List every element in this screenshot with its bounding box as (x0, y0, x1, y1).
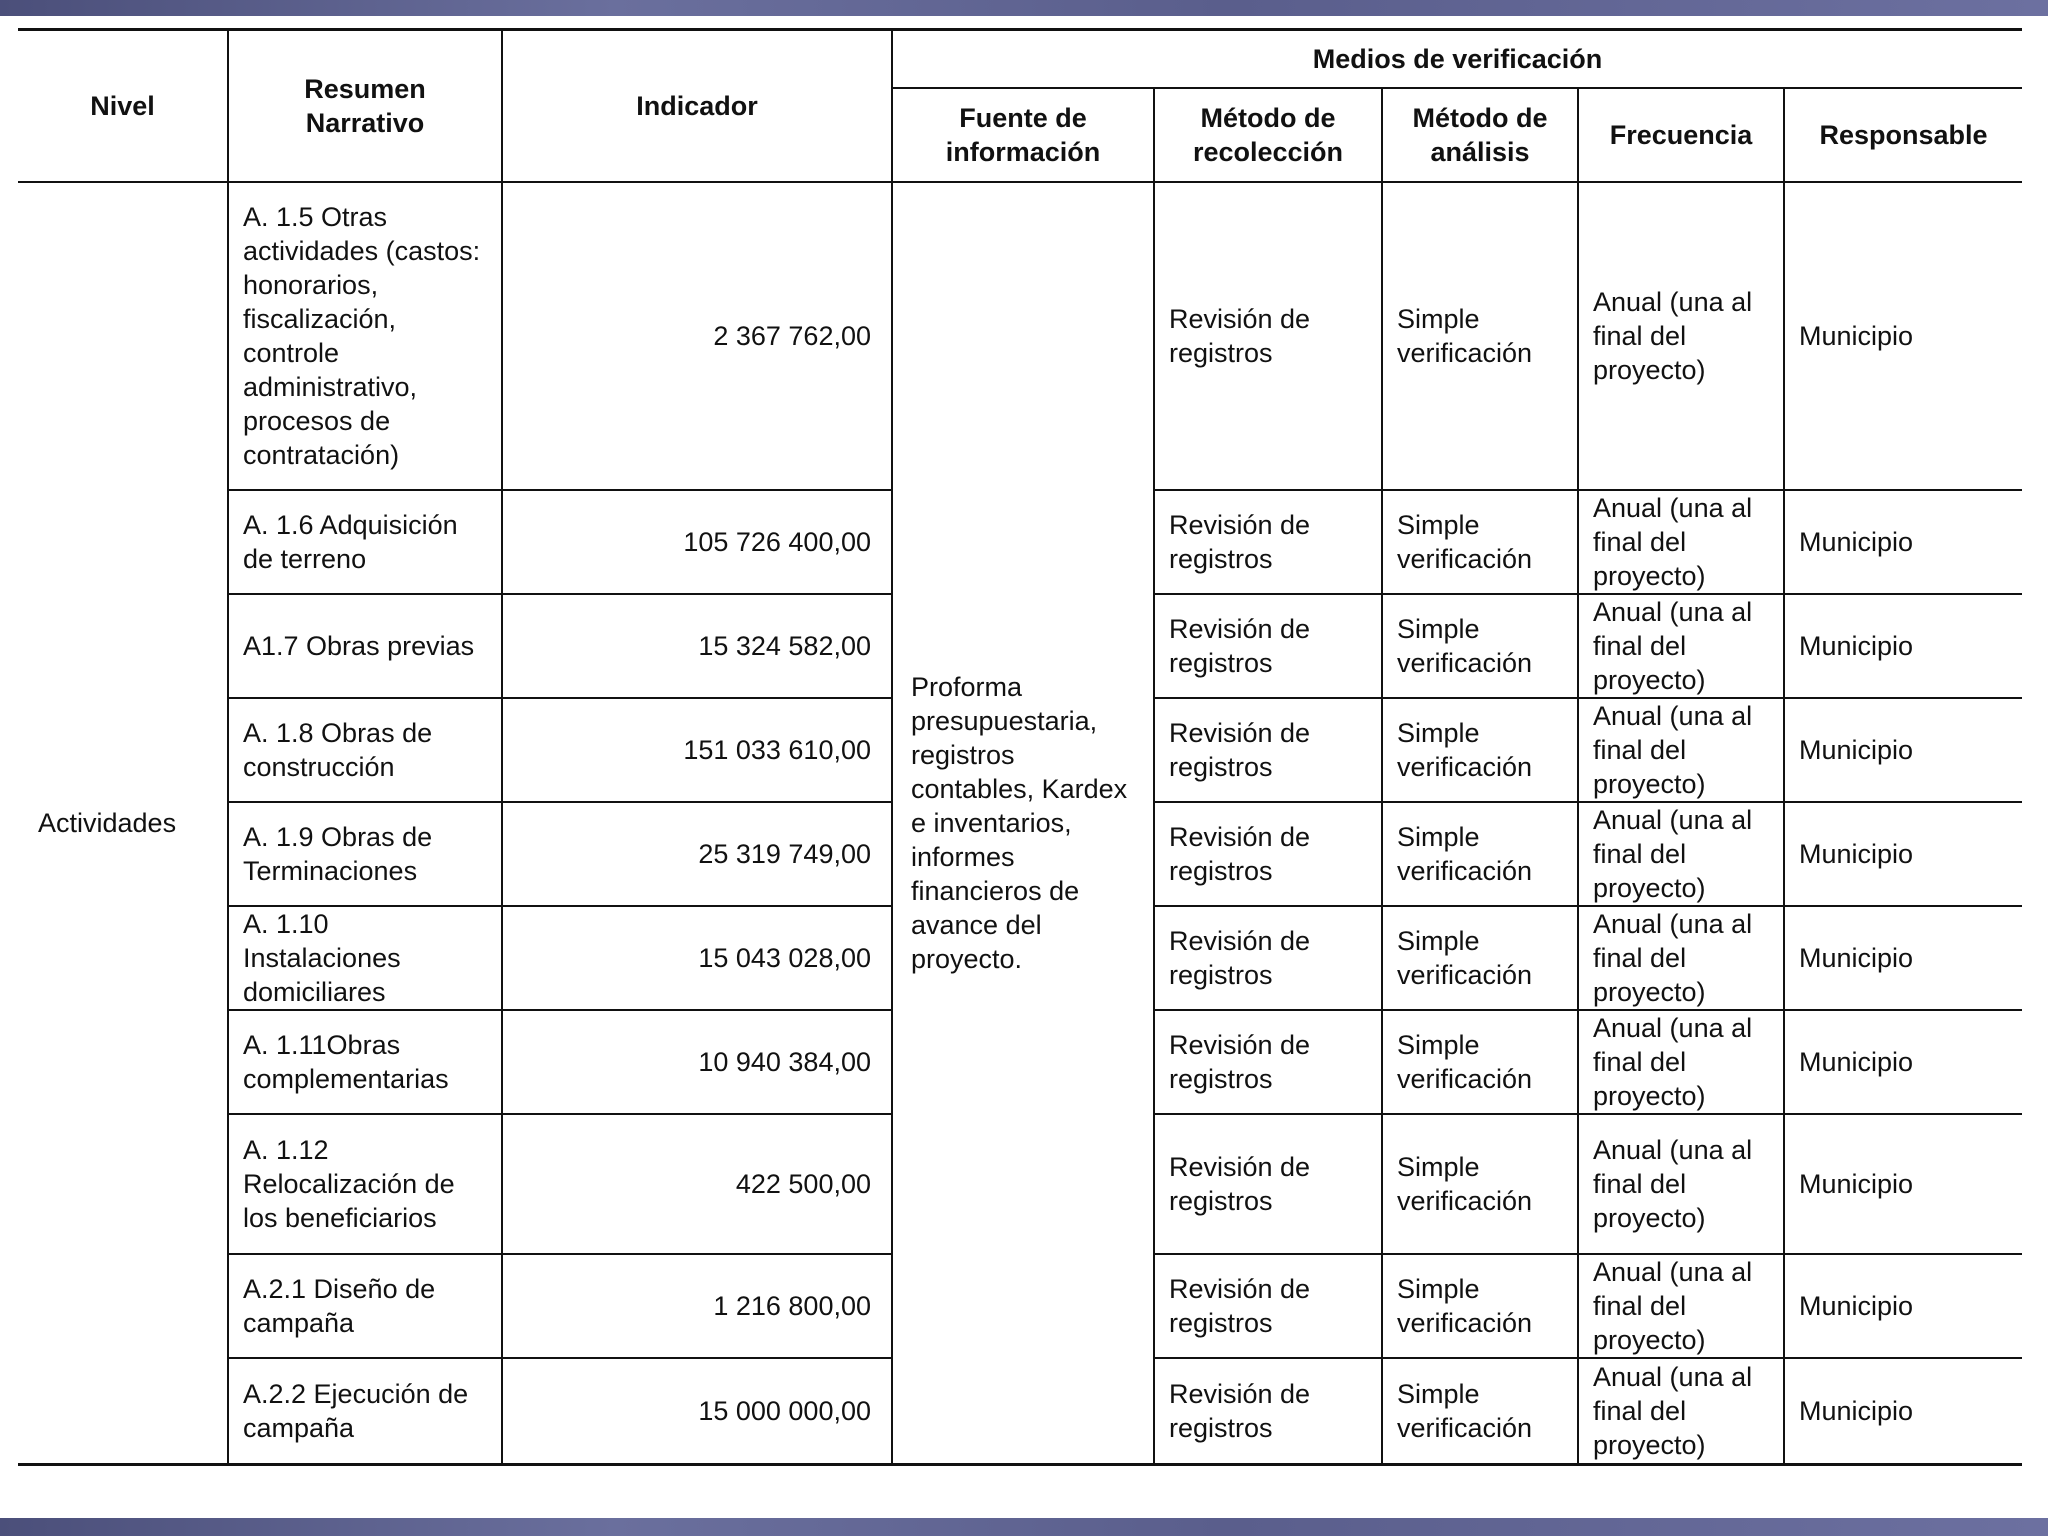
resumen-narrativo-cell: A.2.2 Ejecución de campaña (228, 1358, 502, 1464)
resumen-narrativo-cell: A. 1.5 Otras actividades (castos: honorarios, fiscalización, controle administrativo, procesos de contratación) (228, 182, 502, 490)
top-decorative-band (0, 0, 2048, 16)
frecuencia-cell: Anual (una al final del proyecto) (1578, 1114, 1784, 1254)
responsable-cell: Municipio (1784, 698, 2022, 802)
table-body (18, 182, 2022, 1464)
bottom-decorative-band (0, 1518, 2048, 1536)
metodo-analisis-cell: Simple verificación (1382, 906, 1578, 1010)
indicador-cell: 2 367 762,00 (502, 182, 892, 490)
header-nivel: Nivel (18, 30, 228, 183)
responsable-cell: Municipio (1784, 490, 2022, 594)
indicador-cell: 105 726 400,00 (502, 490, 892, 594)
header-metodo-recoleccion: Método de recolección (1154, 88, 1382, 182)
resumen-narrativo-cell: A. 1.6 Adquisición de terreno (228, 490, 502, 594)
table-header (18, 30, 2022, 183)
metodo-recoleccion-cell: Revisión de registros (1154, 490, 1382, 594)
resumen-narrativo-cell: A. 1.12 Relocalización de los beneficiarios (228, 1114, 502, 1254)
frecuencia-cell: Anual (una al final del proyecto) (1578, 906, 1784, 1010)
frecuencia-cell: Anual (una al final del proyecto) (1578, 1010, 1784, 1114)
metodo-analisis-cell: Simple verificación (1382, 1114, 1578, 1254)
indicador-cell: 15 043 028,00 (502, 906, 892, 1010)
metodo-analisis-cell: Simple verificación (1382, 182, 1578, 490)
responsable-cell: Municipio (1784, 182, 2022, 490)
metodo-recoleccion-cell: Revisión de registros (1154, 1254, 1382, 1358)
metodo-analisis-cell: Simple verificación (1382, 1010, 1578, 1114)
header-indicador: Indicador (502, 30, 892, 183)
metodo-recoleccion-cell: Revisión de registros (1154, 802, 1382, 906)
table-row (18, 182, 2022, 490)
metodo-analisis-cell: Simple verificación (1382, 802, 1578, 906)
frecuencia-cell: Anual (una al final del proyecto) (1578, 698, 1784, 802)
metodo-analisis-cell: Simple verificación (1382, 698, 1578, 802)
metodo-recoleccion-cell: Revisión de registros (1154, 1114, 1382, 1254)
header-resumen-narrativo: Resumen Narrativo (228, 30, 502, 183)
indicador-cell: 1 216 800,00 (502, 1254, 892, 1358)
indicador-cell: 25 319 749,00 (502, 802, 892, 906)
metodo-recoleccion-cell: Revisión de registros (1154, 906, 1382, 1010)
header-metodo-analisis: Método de análisis (1382, 88, 1578, 182)
indicador-cell: 15 000 000,00 (502, 1358, 892, 1464)
metodo-recoleccion-cell: Revisión de registros (1154, 698, 1382, 802)
responsable-cell: Municipio (1784, 594, 2022, 698)
responsable-cell: Municipio (1784, 906, 2022, 1010)
metodo-recoleccion-cell: Revisión de registros (1154, 1358, 1382, 1464)
fuente-informacion-cell: Proforma presupuestaria, registros contables, Kardex e inventarios, informes financieros de avance del proyecto. (892, 182, 1154, 1464)
metodo-recoleccion-cell: Revisión de registros (1154, 1010, 1382, 1114)
responsable-cell: Municipio (1784, 1254, 2022, 1358)
metodo-recoleccion-cell: Revisión de registros (1154, 182, 1382, 490)
metodo-analisis-cell: Simple verificación (1382, 1358, 1578, 1464)
resumen-narrativo-cell: A. 1.8 Obras de construcción (228, 698, 502, 802)
frecuencia-cell: Anual (una al final del proyecto) (1578, 594, 1784, 698)
frecuencia-cell: Anual (una al final del proyecto) (1578, 1254, 1784, 1358)
responsable-cell: Municipio (1784, 1358, 2022, 1464)
frecuencia-cell: Anual (una al final del proyecto) (1578, 182, 1784, 490)
metodo-analisis-cell: Simple verificación (1382, 1254, 1578, 1358)
header-frecuencia: Frecuencia (1578, 88, 1784, 182)
indicador-cell: 10 940 384,00 (502, 1010, 892, 1114)
resumen-narrativo-cell: A.2.1 Diseño de campaña (228, 1254, 502, 1358)
metodo-recoleccion-cell: Revisión de registros (1154, 594, 1382, 698)
frecuencia-cell: Anual (una al final del proyecto) (1578, 802, 1784, 906)
nivel-cell: Actividades (18, 182, 228, 1464)
indicador-cell: 422 500,00 (502, 1114, 892, 1254)
header-medios-verificacion: Medios de verificación (892, 30, 2022, 89)
resumen-narrativo-cell: A. 1.9 Obras de Terminaciones (228, 802, 502, 906)
header-responsable: Responsable (1784, 88, 2022, 182)
resumen-narrativo-cell: A. 1.11Obras complementarias (228, 1010, 502, 1114)
frecuencia-cell: Anual (una al final del proyecto) (1578, 1358, 1784, 1464)
responsable-cell: Municipio (1784, 802, 2022, 906)
verification-table-container (18, 28, 2022, 1466)
indicador-cell: 151 033 610,00 (502, 698, 892, 802)
resumen-narrativo-cell: A. 1.10 Instalaciones domiciliares (228, 906, 502, 1010)
indicador-cell: 15 324 582,00 (502, 594, 892, 698)
frecuencia-cell: Anual (una al final del proyecto) (1578, 490, 1784, 594)
metodo-analisis-cell: Simple verificación (1382, 490, 1578, 594)
verification-matrix-table (18, 28, 2022, 1466)
responsable-cell: Municipio (1784, 1010, 2022, 1114)
header-fuente-informacion: Fuente de información (892, 88, 1154, 182)
resumen-narrativo-cell: A1.7 Obras previas (228, 594, 502, 698)
metodo-analisis-cell: Simple verificación (1382, 594, 1578, 698)
responsable-cell: Municipio (1784, 1114, 2022, 1254)
